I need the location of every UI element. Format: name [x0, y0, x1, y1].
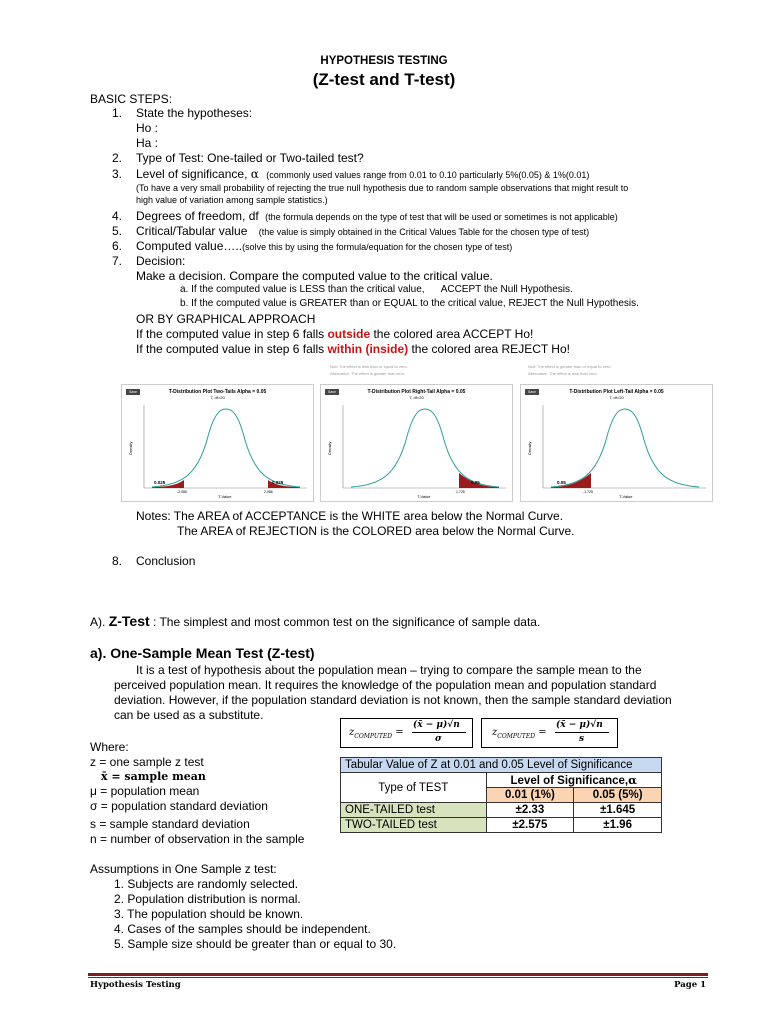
save-badge: Save [126, 389, 140, 395]
null-caption: Null: The effect is greater than or equal to zero. [528, 364, 612, 369]
formula-numerator: (x̄ − μ)√n [413, 720, 460, 730]
left-tail-plot [521, 385, 712, 501]
table-caption-row [341, 758, 662, 773]
density-curve [152, 409, 300, 487]
def-z: z = one sample z test [90, 755, 204, 769]
density-curve [551, 409, 699, 487]
rule-text: the colored area REJECT Ho! [408, 342, 570, 356]
step-6-line [136, 239, 512, 253]
step-number: 3. [112, 167, 123, 181]
step-number: 2. [112, 151, 123, 165]
step-7-text: Decision: [136, 254, 186, 268]
formula-denominator: s [579, 734, 585, 744]
outside-emphasis: outside [327, 327, 371, 341]
table-row [341, 818, 662, 833]
one-sample-heading: a). One-Sample Mean Test (Z-test) [90, 645, 315, 661]
crit-right-label: 2.086 [264, 490, 273, 494]
x-axis-label: T-Value [417, 494, 431, 499]
cell-value: ±1.645 [574, 803, 662, 818]
step-5-text: Critical/Tabular value [136, 224, 248, 238]
footer-rule [88, 973, 708, 976]
assumptions-heading: Assumptions in One Sample z test: [90, 862, 277, 876]
formula-numerator: (x̄ − μ)√n [556, 720, 603, 730]
step-4-note: (the formula depends on the type of test that will be used or sometimes is not applicable) [265, 212, 618, 222]
two-tail-chart [121, 384, 314, 502]
assumption-item: 2. Population distribution is normal. [114, 892, 301, 906]
two-tail-plot [122, 385, 313, 501]
tail-label-right: 0.025 [272, 480, 284, 485]
para-line-2: perceived population mean. It requires the knowledge of the population mean and population standard [114, 678, 657, 692]
chart-title: T-Distribution Plot Left-Tail Alpha = 0.05 [569, 389, 664, 395]
decision-a: a. If the computed value is LESS than the critical value, ACCEPT the Null Hypothesis. [180, 284, 573, 295]
table-row [341, 803, 662, 818]
crit-left-label: -2.086 [177, 490, 187, 494]
y-axis-label: Density [128, 441, 133, 455]
graphical-rule-2 [136, 342, 570, 356]
cell-value: ±2.575 [486, 818, 574, 833]
assumption-item: 5. Sample size should be greater than or equal to 30. [114, 937, 397, 951]
cell-value: ±1.96 [574, 818, 662, 833]
step-number: 4. [112, 209, 123, 223]
step-6-text: Computed value….. [136, 239, 243, 253]
row-label: ONE-TAILED test [341, 803, 487, 818]
def-xbar: x̄ = sample mean [101, 770, 206, 783]
rule-text: the colored area ACCEPT Ho! [370, 327, 534, 341]
x-axis-label: T-Value [619, 494, 633, 499]
y-axis-label: Density [327, 441, 332, 455]
step-4-line [136, 209, 618, 223]
col-001-header: 0.01 (1%) [486, 788, 574, 803]
step-3-note-2: (To have a very small probability of rejecting the true null hypothesis due to random sample observations that might result to [136, 183, 629, 193]
section-prefix: A). [90, 615, 106, 629]
chart-subtitle: T, df=20 [609, 395, 624, 400]
ha-label: Ha : [136, 136, 159, 150]
def-sigma: σ = population standard deviation [90, 799, 268, 813]
z-critical-table [340, 757, 662, 833]
right-tail-plot [321, 385, 512, 501]
rule-text: If the computed value in step 6 falls [136, 327, 328, 341]
crit-left-label: -1.725 [583, 490, 593, 494]
step-3-text: Level of significance, [136, 167, 248, 181]
chart-title: T-Distribution Plot Two-Tails Alpha = 0.05 [168, 389, 267, 395]
ztest-description: : The simplest and most common test on the significance of sample data. [153, 615, 541, 629]
formula-lhs: $z_{COMPUTED}$ = [349, 727, 404, 740]
step-number: 1. [112, 106, 123, 120]
x-axis-label: T-Value [218, 494, 232, 499]
doc-title: HYPOTHESIS TESTING [320, 55, 448, 67]
ztest-label: Z-Test [108, 613, 150, 629]
cell-value: ±2.33 [486, 803, 574, 818]
null-caption: Null: The effect is less than or equal to zero. [330, 364, 408, 369]
fraction-bar [412, 732, 466, 733]
step-4-text: Degrees of freedom, df [136, 209, 259, 223]
row-label: TWO-TAILED test [341, 818, 487, 833]
notes-line-2: The AREA of REJECTION is the COLORED area below the Normal Curve. [177, 524, 575, 538]
chart-subtitle: T, df=20 [210, 395, 225, 400]
step-8-text: Conclusion [136, 554, 196, 568]
page-number: Page 1 [674, 980, 706, 990]
save-badge: Save [325, 389, 339, 395]
right-tail-chart [320, 384, 513, 502]
left-tail-chart [520, 384, 713, 502]
step-1-text: State the hypotheses: [136, 106, 253, 120]
step-3-line [136, 167, 589, 181]
doc-subtitle: (Z-test and T-test) [312, 70, 456, 89]
step-number: 7. [112, 254, 123, 268]
chart-subtitle: T, df=20 [409, 395, 424, 400]
tail-label-left: 0.025 [154, 480, 166, 485]
graphical-approach-heading: OR BY GRAPHICAL APPROACH [136, 312, 316, 326]
rule-text: If the computed value in step 6 falls [136, 342, 328, 356]
z-formula-s [481, 718, 618, 748]
def-s: s = sample standard deviation [90, 817, 250, 831]
decision-line: Make a decision. Compare the computed value to the critical value. [136, 269, 493, 283]
step-number: 6. [112, 239, 123, 253]
step-number: 8. [112, 554, 123, 568]
formula-lhs: $z_{COMPUTED}$ = [492, 727, 547, 740]
para-line-4: can be used as a substitute. [114, 708, 264, 722]
formula-denominator: σ [435, 734, 442, 744]
save-badge: Save [525, 389, 539, 395]
alt-caption: Alternative: The effect is less than zero. [528, 371, 598, 376]
assumption-item: 3. The population should be known. [114, 907, 304, 921]
step-5-note: (the value is simply obtained in the Critical Values Table for the chosen type of test) [258, 227, 590, 237]
col-005-header: 0.05 (5%) [574, 788, 662, 803]
alt-caption: Alternative: The effect is greater than zero. [330, 371, 406, 376]
y-axis-label: Density [527, 441, 532, 455]
step-3-note: (commonly used values range from 0.01 to 0.10 particularly 5%(0.05) & 1%(0.01) [266, 170, 590, 180]
step-3-note-3: high value of variation among sample statistics.) [136, 195, 328, 205]
table-header-row [341, 773, 662, 788]
step-number: 5. [112, 224, 123, 238]
type-of-test-header: Type of TEST [341, 773, 487, 803]
para-line-3: deviation. However, if the population standard deviation is not known, then the sample standard deviation [114, 693, 672, 707]
notes-line-1: Notes: The AREA of ACCEPTANCE is the WHITE area below the Normal Curve. [136, 509, 564, 523]
z-formula-sigma [340, 718, 473, 748]
assumption-item: 4. Cases of the samples should be independent. [114, 922, 371, 936]
density-curve [351, 409, 499, 487]
tail-label-left: 0.05 [557, 480, 566, 485]
def-mu: μ = population mean [90, 784, 200, 798]
footer-rule-thin [88, 977, 708, 978]
decision-b: b. If the computed value is GREATER than or EQUAL to the critical value, REJECT the Null Hypothesis. [180, 298, 639, 309]
ztest-intro [90, 613, 540, 629]
crit-right-label: 1.725 [456, 490, 465, 494]
table-caption: Tabular Value of Z at 0.01 and 0.05 Level of Significance [341, 758, 662, 773]
step-6-note: (solve this by using the formula/equation for the chosen type of test) [242, 242, 513, 252]
alpha-symbol: α [250, 167, 259, 181]
within-emphasis: within (inside) [327, 342, 409, 356]
tail-label-right: 0.05 [471, 480, 480, 485]
footer-title: Hypothesis Testing [90, 980, 181, 990]
step-2-text: Type of Test: One-tailed or Two-tailed test? [136, 151, 364, 165]
level-of-significance-header: Level of Significance,α [486, 773, 661, 788]
basic-steps-heading: BASIC STEPS: [90, 92, 173, 106]
step-5-line [136, 224, 589, 238]
def-n: n = number of observation in the sample [90, 832, 305, 846]
graphical-rule-1 [136, 327, 533, 341]
assumption-item: 1. Subjects are randomly selected. [114, 877, 299, 891]
para-line-1: It is a test of hypothesis about the population mean – trying to compare the sample mean to the [136, 663, 642, 677]
fraction-bar [555, 732, 609, 733]
where-label: Where: [90, 740, 129, 754]
chart-title: T-Distribution Plot Right-Tail Alpha = 0.05 [367, 389, 466, 395]
ho-label: Ho : [136, 121, 159, 135]
